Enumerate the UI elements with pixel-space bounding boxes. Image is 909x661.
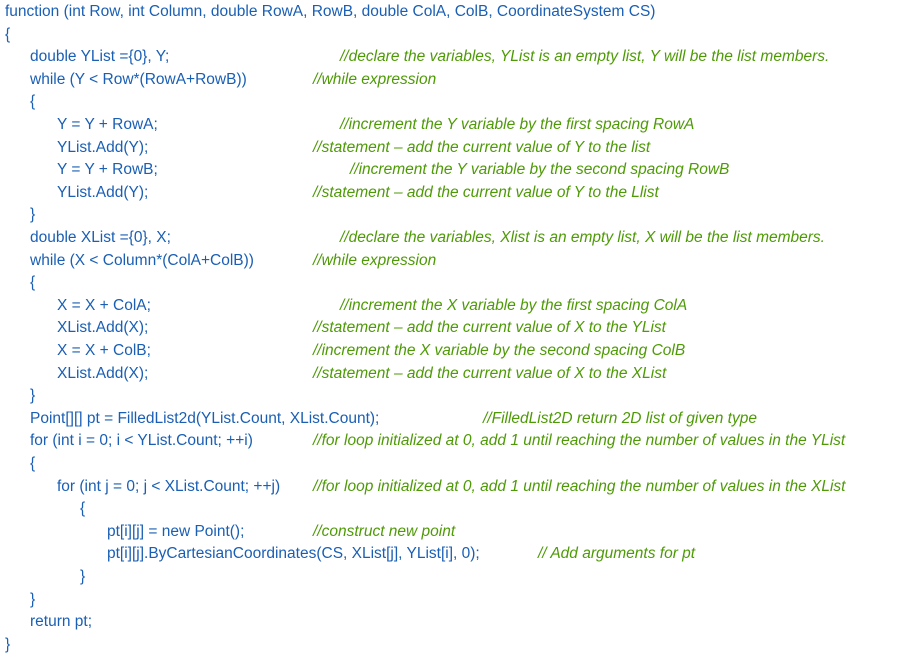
code-text: { [30,455,36,472]
code-line [0,453,909,476]
code-comment: //FilledList2D return 2D list of given type [483,409,757,427]
code-comment: //declare the variables, Xlist is an empty list, X will be the list members. [340,229,825,246]
code-line [0,634,909,657]
code-comment: //for loop initialized at 0, add 1 until reaching the number of values in the XList [313,477,846,495]
code-line [0,408,909,431]
code-text: { [30,274,36,292]
code-text: } [30,206,36,224]
code-line [0,91,909,114]
code-text: pt[i][j] = new Point(); [107,522,245,540]
code-line [0,611,909,634]
code-line [0,46,909,69]
code-text: XList.Add(X); [57,319,149,337]
code-comment: //increment the X variable by the first spacing ColA [340,296,688,314]
code-line [0,114,909,137]
code-text: function (int Row, int Column, double RowA, RowB, double ColA, ColB, CoordinateSystem CS) [5,3,656,20]
code-text: Point[][] pt = FilledList2d(YList.Count, XList.Count); [30,409,380,427]
code-comment: //increment the Y variable by the second spacing RowB [350,161,730,179]
code-text: for (int i = 0; i < YList.Count; ++i) [30,432,253,450]
code-line [0,69,909,92]
code-line [0,430,909,453]
code-comment: //for loop initialized at 0, add 1 until reaching the number of values in the YList [313,432,846,450]
code-line [0,159,909,182]
code-comment: //construct new point [313,522,456,540]
code-line [0,498,909,521]
code-text: { [80,500,86,518]
code-line [0,317,909,340]
code-text: pt[i][j].ByCartesianCoordinates(CS, XList[j], YList[i], 0); [107,545,480,563]
code-comment: //increment the X variable by the second spacing ColB [313,342,686,359]
code-comment: //statement – add the current value of X to the YList [313,319,666,337]
code-text: } [80,568,86,585]
code-text: while (X < Column*(ColA+ColB)) [30,251,254,269]
code-line [0,24,909,47]
code-text: X = X + ColB; [57,342,151,359]
code-text: { [30,93,36,111]
code-line [0,363,909,386]
code-line [0,182,909,205]
code-line [0,272,909,295]
code-text: } [5,635,11,653]
code-comment: //while expression [313,251,437,269]
code-text: YList.Add(Y); [57,138,149,156]
code-line [0,543,909,566]
code-text: YList.Add(Y); [57,183,149,201]
code-line [0,250,909,273]
code-text: Y = Y + RowA; [57,116,158,133]
code-text: while (Y < Row*(RowA+RowB)) [30,70,247,88]
code-comment: //increment the Y variable by the first spacing RowA [340,116,695,133]
code-comment: //statement – add the current value of Y to the Llist [313,183,659,201]
code-line [0,340,909,363]
code-text: double XList ={0}, X; [30,229,171,246]
code-text: { [5,25,11,43]
code-comment: //statement – add the current value of Y to the list [313,138,651,156]
code-text: for (int j = 0; j < XList.Count; ++j) [57,477,281,495]
code-line [0,589,909,612]
code-line [0,385,909,408]
code-line [0,566,909,589]
code-text: double YList ={0}, Y; [30,48,170,66]
code-text: X = X + ColA; [57,296,151,314]
code-comment: // Add arguments for pt [538,545,696,563]
code-text: Y = Y + RowB; [57,161,158,179]
code-text: } [30,387,36,405]
code-line [0,295,909,318]
code-comment: //declare the variables, YList is an empty list, Y will be the list members. [340,48,830,66]
code-comment: //statement – add the current value of X to the XList [313,364,667,382]
code-line [0,476,909,499]
code-line [0,521,909,544]
code-text: } [30,590,36,608]
code-line [0,227,909,250]
code-line [0,1,909,24]
code-text: return pt; [30,613,93,631]
code-text: XList.Add(X); [57,364,149,382]
code-line [0,137,909,160]
code-comment: //while expression [313,70,437,88]
code-line [0,204,909,227]
